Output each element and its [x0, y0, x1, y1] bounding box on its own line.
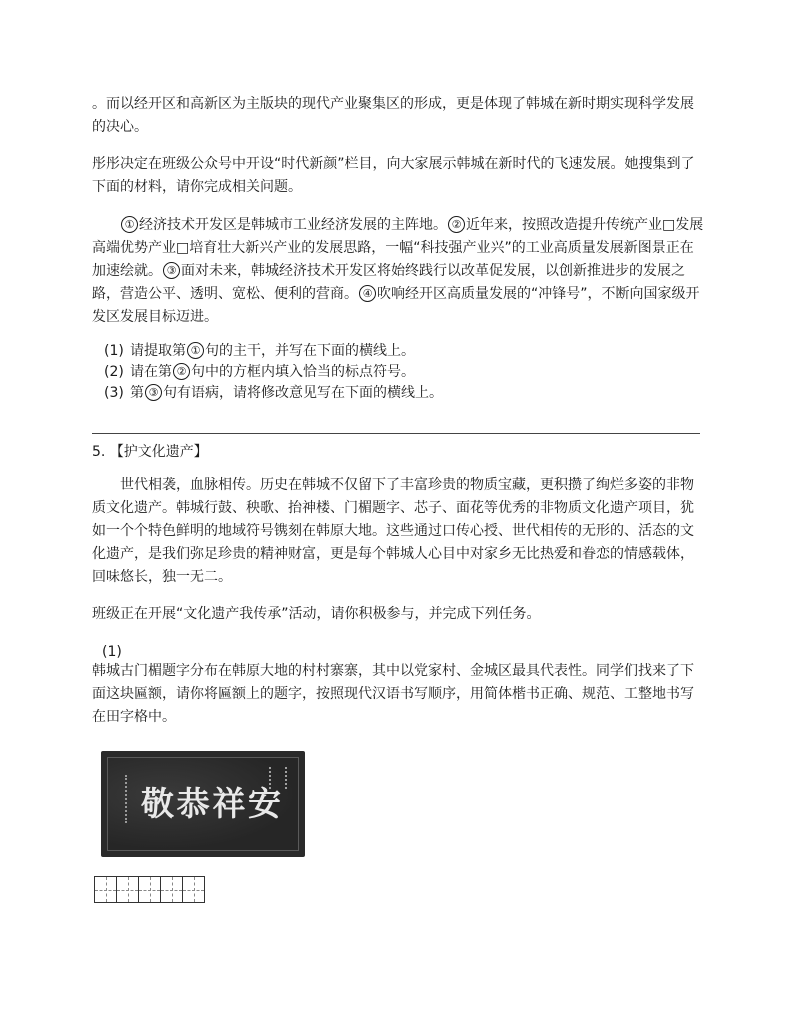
sentence-number-2: ②: [448, 216, 465, 233]
sentence-number-3: ③: [163, 262, 180, 279]
section-paragraph: 世代相袭，血脉相传。历史在韩城不仅留下了丰富珍贵的物质宝藏，更积攒了绚烂多姿的非物质文化遗产。韩城行鼓、秧歌、抬神楼、门楣题字、芯子、面花等优秀的非物质文化遗产项目，犹如一个个特色鲜明的地域符号镌刻在韩原大地。这些通过口传心授、世代相传的无形的、活态的文化遗产，是我们弥足珍贵的精神财富，更是每个韩城人心目中对家乡无比热爱和眷恋的情感载体，回味悠长，独一无二。: [92, 477, 694, 585]
plaque-inscription-left: [125, 775, 135, 823]
question-number: (1): [104, 343, 124, 359]
writing-cell[interactable]: [182, 876, 205, 903]
question-3: [104, 383, 443, 403]
section-divider: [92, 433, 700, 434]
sentence-ref: ③: [145, 384, 162, 401]
writing-cell[interactable]: [116, 876, 139, 903]
sentence-ref: ②: [173, 363, 190, 380]
sentence-ref: ①: [187, 342, 204, 359]
question-text: 句的主干，并写在下面的横线上。: [205, 343, 415, 359]
sentence-1: 经济技术开发区是韩城市工业经济发展的主阵地。: [139, 217, 447, 233]
question-text: 请提取第: [130, 343, 186, 359]
sentence-4: 吹响经开区高质量发展的“冲锋号”，不断向国家级开发区发展目标迈进。: [92, 286, 700, 325]
section-heading: 5. 【护文化遗产】: [92, 444, 208, 460]
writing-cell[interactable]: [138, 876, 161, 903]
sentence-number-1: ①: [121, 216, 138, 233]
question-text: 第: [130, 385, 144, 401]
question-text: 句中的方框内填入恰当的标点符号。: [191, 364, 415, 380]
activity-paragraph: 班级正在开展“文化遗产我传承”活动，请你积极参与，并完成下列任务。: [92, 606, 541, 622]
writing-cell[interactable]: [94, 876, 117, 903]
plaque-char: 敬: [141, 783, 174, 823]
question-2: [104, 362, 415, 382]
plaque-characters: [141, 771, 281, 831]
task-intro-paragraph: 彤彤决定在班级公众号中开设“时代新颜”栏目，向大家展示韩城在新时代的飞速发展。她搜集到了下面的材料，请你完成相关问题。: [92, 156, 695, 195]
subquestion-text: 韩城古门楣题字分布在韩原大地的村村寨寨，其中以党家村、金城区最具代表性。同学们找来了下面这块匾额，请你将匾额上的题字，按照现代汉语书写顺序，用简体楷书正确、规范、工整地书写在田字格中。: [92, 663, 694, 725]
plaque-image: [101, 751, 305, 857]
question-number: (3): [104, 385, 124, 401]
subquestion-number: (1): [102, 644, 122, 660]
question-number: (2): [104, 364, 124, 380]
material-paragraph: [92, 214, 704, 329]
intro-paragraph: 。而以经开区和高新区为主版块的现代产业聚集区的形成，更是体现了韩城在新时期实现科学发展的决心。: [92, 96, 694, 135]
plaque-char: 祥: [212, 783, 246, 823]
plaque-char: 安: [247, 783, 281, 823]
tianzige-writing-grid: [94, 876, 205, 903]
question-text: 请在第: [130, 364, 172, 380]
question-1: [104, 341, 415, 361]
plaque-char: 恭: [176, 783, 210, 823]
sentence-3: 面对未来，韩城经济技术开发区将始终践行以改革促发展，以创新推进步的发展之路，营造公平、透明、宽松、便利的营商。: [92, 263, 685, 302]
sentence-2: 近年来，按照改造提升传统产业□发展高端优势产业□培育壮大新兴产业的发展思路，一幅“科技强产业兴”的工业高质量发展新图景正在加速绘就。: [92, 217, 704, 279]
sentence-number-4: ④: [359, 285, 376, 302]
writing-cell[interactable]: [160, 876, 183, 903]
question-text: 句有语病，请将修改意见写在下面的横线上。: [163, 385, 443, 401]
